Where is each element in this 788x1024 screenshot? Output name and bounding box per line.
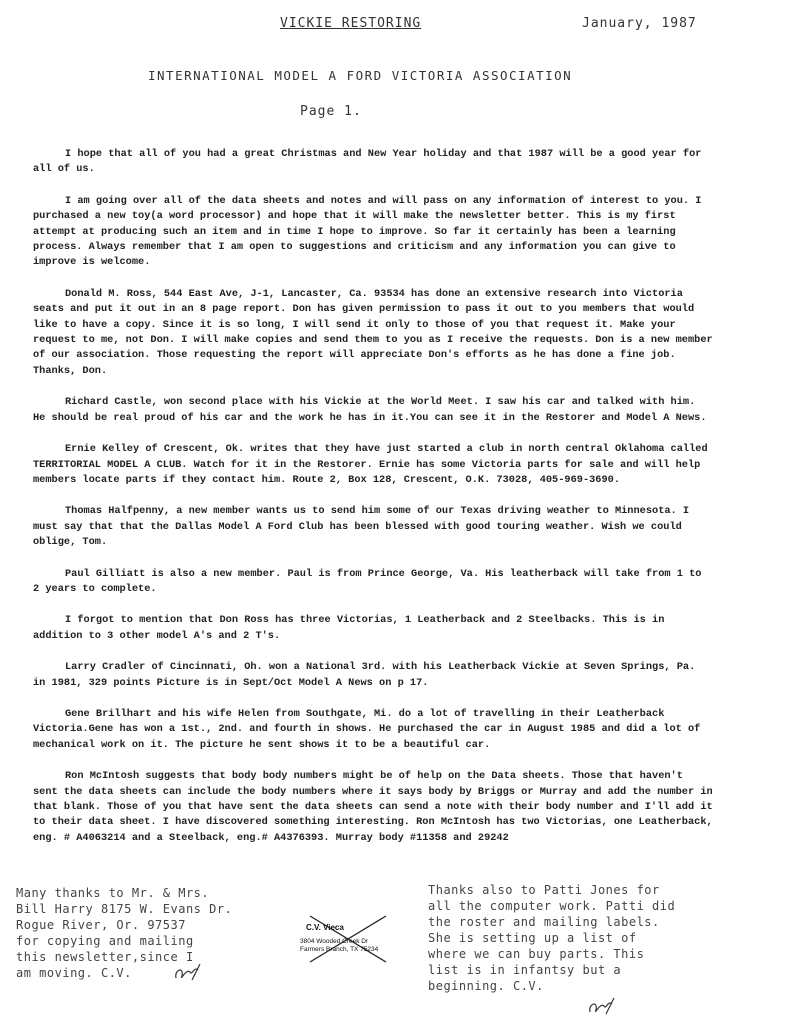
stamp-name: C.V. Vieca [306, 923, 344, 932]
paragraph: I hope that all of you had a great Christmas and New Year holiday and that 1987 will be a good year for all of us. [33, 148, 702, 176]
note-line: She is setting up a list of [428, 931, 637, 945]
paragraph: Ernie Kelley of Crescent, Ok. writes that they have just started a club in north central Oklahoma called TERRITORIAL MODEL A CLUB. Watch for it in the Restorer. Ernie has some Victoria parts for sale and will help members locate parts if they contact him. Route 2, Box 128, Crescent, O.K. 73028, 405-969-3690. [33, 443, 708, 486]
note-line: Rogue River, Or. 97537 [16, 918, 186, 932]
address-stamp [296, 914, 400, 964]
note-line: where we can buy parts. This [428, 947, 645, 961]
newsletter-title: VICKIE RESTORING [280, 16, 422, 31]
note-line: Many thanks to Mr. & Mrs. [16, 886, 210, 900]
note-line: Bill Harry 8175 W. Evans Dr. [16, 902, 233, 916]
paragraph: Ron McIntosh suggests that body body numbers might be of help on the Data sheets. Those that haven't sent the data sheets can include the body numbers where it says body by Briggs or Murray and add the number in that blank. Those of you that have sent the data sheets can send a note with their body number and I'll add it to their data sheet. I have discovered something interesting. Ron McIntosh has two Victorias, one Leatherback, eng. # A4063214 and a Steelback, eng.# A4376393. Murray body #11358 and 29242 [33, 770, 713, 844]
thanks-note-right [428, 882, 768, 994]
paragraph: Donald M. Ross, 544 East Ave, J-1, Lancaster, Ca. 93534 has done an extensive research into Victoria seats and put it out in an 8 page report. Don has given permission to pass it out to you members that would like to have a copy. Since it is so long, I will send it only to those of you that request it. Make your request to me, not Don. I will make copies and send them to you as I receive the requests. Don is a new member of our association. Those requesting the report will appreciate Don's efforts as he has done a fine job. Thanks, Don. [33, 287, 713, 377]
paragraph: I forgot to mention that Don Ross has three Victorias, 1 Leatherback and 2 Steelbacks. This is in addition to 3 other model A's and 2 T's. [33, 614, 665, 642]
page-number: Page 1. [300, 104, 362, 119]
paragraph: I am going over all of the data sheets and notes and will pass on any information of interest to you. I purchased a new toy(a word processor) and hope that it will make the newsletter better. This is my first attempt at producing such an item and in time I hope to improve. So far it certainly has been a learning process. Always remember that I am open to suggestions and criticism and any information you can give to improve is welcome. [33, 194, 702, 269]
note-line: am moving. C.V. [16, 966, 132, 980]
note-line: Thanks also to Patti Jones for [428, 883, 660, 897]
paragraph: Thomas Halfpenny, a new member wants us to send him some of our Texas driving weather to Minnesota. I must say that that the Dallas Model A Ford Club has been blessed with good touring weather. Wish we could oblige, Tom. [33, 505, 690, 549]
note-line: list is in infantsy but a [428, 963, 622, 977]
note-line: the roster and mailing labels. [428, 915, 660, 929]
paragraph: Richard Castle, won second place with his Vickie at the World Meet. I saw his car and talked with him. He should be real proud of his car and the work he has in it.You can see it in the Restorer and Model A News. [33, 396, 707, 424]
paragraph: Larry Cradler of Cincinnati, Oh. won a National 3rd. with his Leatherback Vickie at Seven Springs, Pa. in 1981, 329 points Picture is in Sept/Oct Model A News on p 17. [33, 661, 696, 689]
thanks-note-left [16, 885, 316, 981]
note-line: this newsletter,since I [16, 950, 194, 964]
association-name: INTERNATIONAL MODEL A FORD VICTORIA ASSOCIATION [148, 68, 573, 83]
note-line: for copying and mailing [16, 934, 194, 948]
note-line: beginning. C.V. [428, 979, 544, 993]
paragraph: Paul Gilliatt is also a new member. Paul is from Prince George, Va. His leatherback will take from 1 to 2 years to complete. [33, 567, 702, 595]
stamp-city: Farmers Branch, TX 75234 [300, 946, 379, 953]
issue-date: January, 1987 [582, 16, 697, 31]
paragraph: Gene Brillhart and his wife Helen from Southgate, Mi. do a lot of travelling in their Leatherback Victoria.Gene has won a 1st., 2nd. and fourth in shows. He purchased the car in August 1985 and did a lot of mechanical work on it. The picture he sent shows it to be a beautiful car. [33, 707, 701, 751]
article-body [33, 147, 713, 862]
stamp-street: 3804 Wooded Creek Dr [300, 938, 369, 945]
signature-right [586, 996, 618, 1018]
signature-left [172, 962, 204, 984]
note-line: all the computer work. Patti did [428, 899, 676, 913]
